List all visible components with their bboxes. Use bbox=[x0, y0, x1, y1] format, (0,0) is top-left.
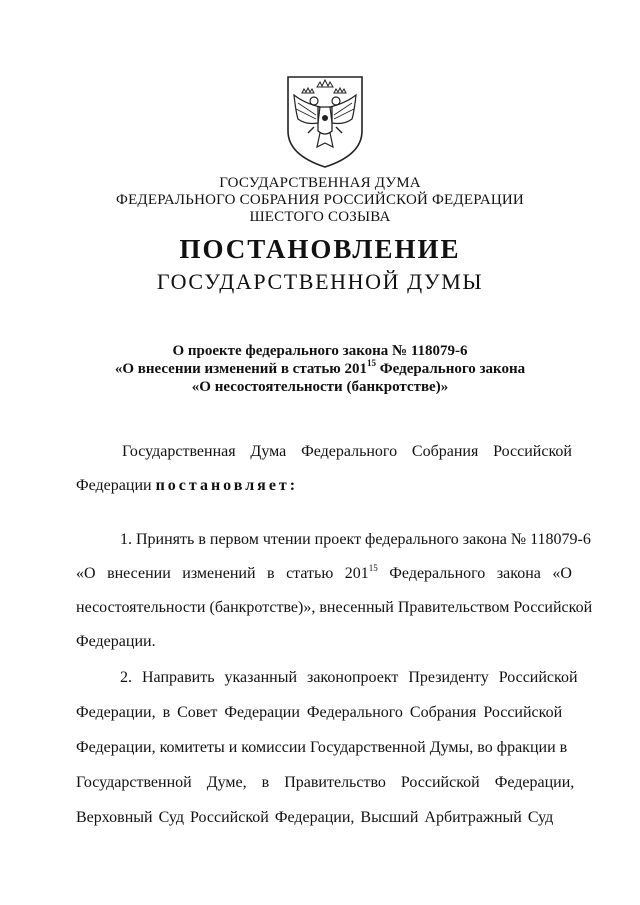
header-line-duma: ГОСУДАРСТВЕННАЯ ДУМА bbox=[219, 175, 421, 191]
preamble-line-2: Федерации постановляет: bbox=[76, 477, 299, 494]
header-line-assembly: ФЕДЕРАЛЬНОГО СОБРАНИЯ РОССИЙСКОЙ ФЕДЕРАЦИИ bbox=[116, 192, 524, 208]
coat-of-arms-emblem bbox=[284, 73, 366, 169]
item2-line-4: Государственной Думе, в Правительство Российской Федерации, bbox=[76, 774, 575, 791]
item2-line-1: 2. Направить указанный законопроект Президенту Российской bbox=[120, 669, 578, 686]
subject-line-1: О проекте федерального закона № 118079-6 bbox=[172, 343, 468, 359]
item2-line-5: Верховный Суд Российской Федерации, Высший Арбитражный Суд bbox=[76, 809, 554, 826]
document-subtitle: ГОСУДАРСТВЕННОЙ ДУМЫ bbox=[156, 269, 484, 294]
item2-line-2: Федерации, в Совет Федерации Федерального Собрания Российской bbox=[76, 704, 563, 721]
subject-line-3: «О несостоятельности (банкротстве)» bbox=[191, 379, 449, 395]
document-title: ПОСТАНОВЛЕНИЕ bbox=[179, 234, 461, 264]
item1-line-1: 1. Принять в первом чтении проект федерального закона № 118079-6 bbox=[120, 531, 591, 548]
preamble-line-1: Государственная Дума Федерального Собрания Российской bbox=[122, 443, 572, 460]
item1-line-4: Федерации. bbox=[76, 633, 156, 650]
header-line-convocation: ШЕСТОГО СОЗЫВА bbox=[249, 209, 391, 225]
item1-line-3: несостоятельности (банкротстве)», внесенный Правительством Российской bbox=[76, 599, 593, 616]
subject-line-2: «О внесении изменений в статью $201^{15}$ Федерального закона bbox=[114, 358, 526, 377]
item1-line-2: «О внесении изменений в статью $201^{15}$ Федерального закона «О bbox=[76, 562, 572, 582]
item2-line-3: Федерации, комитеты и комиссии Государственной Думы, во фракции в bbox=[76, 739, 568, 756]
